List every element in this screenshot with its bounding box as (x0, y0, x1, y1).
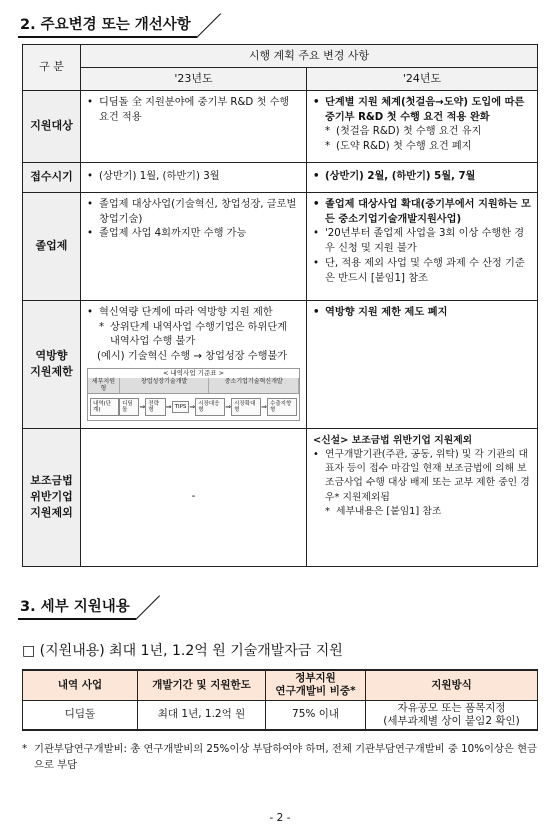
cell-period-2024: • (상반기) 2월, (하반기) 5월, 7월 (307, 162, 538, 192)
row-label-graduation: 졸업제 (23, 192, 81, 300)
sanction-label-line2: 위반기업 (30, 490, 73, 504)
row-target (23, 90, 538, 162)
detail-cell-3: 자유공모 또는 품목지정 (세부과제별 상이 붙임2 확인) (366, 700, 538, 730)
period-2024-text: (상반기) 2월, (하반기) 5월, 7월 (325, 170, 476, 182)
header-group: 시행 계획 주요 변경 사항 (81, 45, 538, 68)
arrow-icon: ⇒ (189, 402, 196, 411)
arrow-icon: ⇒ (165, 402, 172, 411)
reverse-stage-diagram (87, 368, 300, 421)
cell-period-2023: • (상반기) 1월, (하반기) 3월 (81, 162, 307, 192)
detail-header-1: 개발기간 및 지원한도 (138, 670, 266, 700)
changes-table (22, 44, 538, 567)
diagram-head-1: 창업성장기술개발 (120, 378, 210, 393)
footnote-marker: * (22, 743, 28, 755)
cell-reverse-2024: • 역방향 지원 제한 제도 폐지 (307, 300, 538, 428)
sanction-2024-sub: 세부내용은 [붙임1] 참조 (336, 505, 442, 517)
graduation-2023-item2: 졸업제 사업 4회까지만 수행 가능 (99, 228, 247, 240)
diagram-flow (88, 394, 299, 420)
diagram-head (88, 378, 299, 394)
arrow-icon: ⇒ (261, 402, 268, 411)
reverse-2023-item1: 혁신역량 단계에 따라 역방향 지원 제한 (99, 306, 273, 318)
detail-header-row (23, 670, 538, 700)
support-subject-line: □ (지원내용) 최대 1년, 1.2억 원 기술개발자금 지원 (22, 643, 343, 659)
page-number: - 2 - (269, 812, 291, 824)
detail-table (22, 669, 538, 731)
row-label-target: 지원대상 (23, 90, 81, 162)
cell-reverse-2023: • 혁신역량 단계에 따라 역방향 지원 제한 * 상위단계 내역사업 수행기업은 하위단계 내역사업 수행 불가 (예시) 기술혁신 수행 → 창업성장 수행불가 < 내역사업 기준표 > 세부지원형 창업성장기술개발 중소기업기술혁신개발 내역(단계) 디딤돌 ⇒ 전략형 ⇒ TIPS ⇒ 시장대응형 ⇒ 시장확대형 ⇒ 수출지향형 (81, 300, 307, 428)
cell-target-2024: • 단계별 지원 체계(첫걸음→도약) 도입에 따른 중기부 R&D 첫 수행 요건 적용 완화 * (첫걸음 R&D) 첫 수행 요건 유지 * (도약 R&D) 첫 수행 요건 폐지 (307, 90, 538, 162)
target-2024-sub2: (도약 R&D) 첫 수행 요건 폐지 (336, 141, 472, 153)
table-year-row (23, 67, 538, 90)
diagram-head-0: 세부지원형 (88, 378, 120, 393)
cell-target-2023: • 디딤돌 全 지원분야에 중기부 R&D 첫 수행 요건 적용 (81, 90, 307, 162)
diagram-box-3: TIPS (172, 401, 190, 413)
diagram-box-6: 수출지향형 (267, 398, 297, 416)
detail-header-2: 정부지원 연구개발비 비중* (266, 670, 366, 700)
section-2-title: 2. 주요변경 또는 개선사항 (18, 13, 197, 38)
row-reverse (23, 300, 538, 428)
heading-decoration (197, 14, 221, 38)
arrow-icon: ⇒ (139, 402, 146, 411)
cell-graduation-2024: • 졸업제 대상사업 확대(중기부에서 지원하는 모든 중소기업기술개발지원사업) • '20년부터 졸업제 사업을 3회 이상 수행한 경우 신청 및 지원 불가 • 단, 적용 제외 사업 및 수행 과제 수 산정 기준은 반드시 [붙임1] 참조 (307, 192, 538, 300)
graduation-2024-item2: '20년부터 졸업제 사업을 3회 이상 수행한 경우 신청 및 지원 불가 (325, 228, 525, 255)
target-2024-sub1: (첫걸음 R&D) 첫 수행 요건 유지 (336, 126, 482, 138)
graduation-2024-item1: 졸업제 대상사업 확대(중기부에서 지원하는 모든 중소기업기술개발지원사업) (325, 198, 531, 225)
diagram-box-0: 내역(단계) (90, 398, 119, 416)
detail-cell-2: 75% 이내 (266, 700, 366, 730)
diagram-title: < 내역사업 기준표 > (162, 369, 225, 377)
reverse-2023-sub: 상위단계 내역사업 수행기업은 하위단계 내역사업 수행 불가 (110, 321, 288, 348)
target-2023-text: 디딤돌 全 지원분야에 중기부 R&D 첫 수행 요건 적용 (99, 96, 290, 123)
sanction-label-line3: 지원제외 (30, 506, 73, 520)
cell-graduation-2023: • 졸업제 대상사업(기술혁신, 창업성장, 글로벌창업기술) • 졸업제 사업 4회까지만 수행 가능 (81, 192, 307, 300)
detail-header-0: 내역 사업 (23, 670, 138, 700)
period-2023-text: (상반기) 1월, (하반기) 3월 (99, 170, 220, 182)
header-2023: '23년도 (81, 67, 307, 90)
row-sanction (23, 428, 538, 566)
sanction-label-line1: 보조금법 (30, 474, 73, 488)
reverse-2023-example: (예시) 기술혁신 수행 → 창업성장 수행불가 (97, 351, 288, 363)
detail-header-3: 지원방식 (366, 670, 538, 700)
arrow-icon: ⇒ (225, 402, 232, 411)
graduation-2024-item3: 단, 적용 제외 사업 및 수행 과제 수 산정 기준은 반드시 [붙임1] 참조 (325, 258, 525, 284)
header-category: 구 분 (23, 45, 81, 91)
diagram-head-2: 중소기업기술혁신개발 (209, 378, 299, 393)
header-2024: '24년도 (307, 67, 538, 90)
row-period (23, 162, 538, 192)
row-label-period: 접수시기 (23, 162, 81, 192)
row-graduation (23, 192, 538, 300)
diagram-box-5: 시장확대형 (231, 398, 261, 416)
table-row (23, 700, 538, 730)
reverse-label-line2: 지원제한 (30, 365, 73, 379)
row-label-sanction (23, 428, 81, 566)
footnote (22, 742, 542, 774)
heading-decoration (136, 596, 160, 620)
reverse-2024-text: 역방향 지원 제한 제도 폐지 (325, 306, 448, 318)
sanction-2024-title: <신설> 보조금법 위반기업 지원제외 (313, 434, 473, 446)
target-2024-main: 단계별 지원 체계(첫걸음→도약) 도입에 따른 중기부 R&D 첫 수행 요건 적용 완화 (325, 96, 525, 123)
section-3-heading (18, 596, 160, 620)
reverse-label-line1: 역방향 (35, 349, 68, 363)
cell-sanction-2024: <신설> 보조금법 위반기업 지원제외 • 연구개발기관(주관, 공동, 위탁) 및 각 기관의 대표자 등이 접수 마감일 현재 보조금법에 의해 보조금사업 수행 대상 배제 또는 교부 제한 중인 경우* 지원제외됨 * 세부내용은 [붙임1] 참조 (307, 428, 538, 566)
detail-cell-1: 최대 1년, 1.2억 원 (138, 700, 266, 730)
section-2-heading (18, 14, 221, 38)
graduation-2023-item1: 졸업제 대상사업(기술혁신, 창업성장, 글로벌창업기술) (99, 198, 297, 225)
detail-cell-0: 디딤돌 (23, 700, 138, 730)
row-label-reverse (23, 300, 81, 428)
diagram-box-1: 디딤돌 (119, 398, 139, 416)
sanction-2024-item1: 연구개발기관(주관, 공동, 위탁) 및 각 기관의 대표자 등이 접수 마감일 현재 보조금법에 의해 보조금사업 수행 대상 배제 또는 교부 제한 중인 경우* 지원제외됨 (325, 449, 530, 503)
diagram-box-2: 전략형 (145, 398, 165, 416)
cell-sanction-2023: - (81, 428, 307, 566)
diagram-box-4: 시장대응형 (195, 398, 225, 416)
section-3-title: 3. 세부 지원내용 (18, 595, 136, 620)
table-header-row (23, 45, 538, 68)
footnote-text: 기관부담연구개발비: 총 연구개발비의 25%이상 부담하여야 하며, 전체 기관부담연구개발비 중 10%이상은 현금으로 부담 (34, 743, 538, 771)
